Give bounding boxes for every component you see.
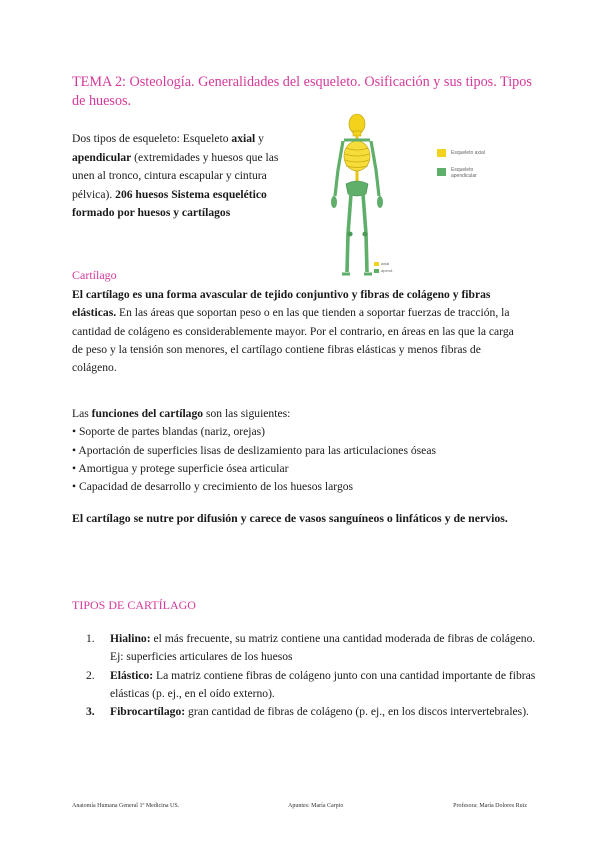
footer-right: Profesora: María Dolores Ruiz — [453, 803, 527, 809]
small-legend-swatch-axial — [374, 262, 379, 266]
tipo-item-elastico — [86, 667, 536, 704]
cartilago-nutrition-note: El cartílago se nutre por difusión y carece de vasos sanguíneos o linfáticos y de nervios. — [72, 511, 508, 525]
tipo-name: Hialino: — [110, 632, 151, 645]
legend-label-axial: Esqueleto axial — [451, 150, 485, 156]
funcion-item: • Amortigua y protege superficie ósea articular — [72, 461, 289, 475]
tipo-name: Fibrocartílago: — [110, 705, 186, 719]
section-heading-tipos: TIPOS DE CARTÍLAGO — [72, 598, 196, 612]
funcion-item: • Capacidad de desarrollo y crecimiento de los huesos largos — [72, 480, 354, 494]
intro-axial: axial — [231, 132, 256, 145]
tipo-text: La matriz contiene fibras de colágeno junto con una cantidad importante de fibras elásticas (p. ej., en el oído externo). — [110, 668, 536, 700]
legend-swatch-axial — [437, 149, 446, 157]
legend-swatch-appendicular — [437, 168, 446, 176]
funciones-pre: Las — [72, 407, 92, 420]
small-legend-label-axial: axial — [381, 261, 390, 266]
tipos-list — [86, 630, 536, 721]
funcion-item: • Aportación de superficies lisas de deslizamiento para las articulaciones óseas — [72, 443, 436, 457]
small-legend-swatch-appendicular — [374, 269, 379, 273]
funciones-block — [72, 405, 527, 496]
skeleton-figure — [330, 112, 510, 282]
page-title: TEMA 2: Osteología. Generalidades del esqueleto. Osificación y sus tipos. Tipos de huesos. — [72, 74, 532, 109]
footer-center: Apuntes: María Carpio — [288, 803, 344, 809]
intro-paragraph — [72, 130, 294, 223]
funcion-item: • Soporte de partes blandas (nariz, orejas) — [72, 425, 266, 439]
tipo-text: el más frecuente, su matriz contiene una cantidad moderada de fibras de colágeno. Ej: superficies articulares de los huesos — [110, 632, 536, 664]
tipo-number: 1. — [86, 632, 95, 645]
tipo-number: 2. — [86, 668, 95, 682]
intro-text-2: y — [255, 132, 264, 145]
footer-left: Anatomía Humana General 1º Medicina US. — [72, 803, 180, 809]
tipo-item-fibrocartilago — [86, 703, 536, 721]
cartilago-paragraph-1 — [72, 286, 527, 377]
legend-label-appendicular: Esqueleto apendicular — [451, 167, 477, 179]
skeleton-illustration — [330, 112, 510, 282]
section-heading-cartilago: Cartílago — [72, 268, 117, 282]
intro-apendicular: apendicular — [72, 150, 132, 164]
intro-text-3: (extremidades y huesos que las unen al tronco, cintura escapular y cintura pélvica). — [72, 150, 279, 201]
tipo-item-hialino — [86, 630, 536, 667]
funciones-bold: funciones del cartílago — [91, 407, 204, 420]
intro-text-1: Dos tipos de esqueleto: Esqueleto — [72, 132, 232, 145]
intro-bold-tail: 206 huesos Sistema esquelético formado por huesos y cartílagos — [72, 187, 267, 219]
small-legend-label-appendicular: apend. — [381, 268, 394, 273]
funciones-intro — [72, 405, 527, 423]
tipo-name: Elástico: — [110, 668, 154, 682]
cartilago-description: En las áreas que soportan peso o en las que tienden a soportar fuerzas de tracción, la cantidad de colágeno es considerablemente mayor. Por el contrario, en áreas en las que la carga de peso y la tensión son menores, el cartílago contiene fibras elásticas y menos fibras de colágeno. — [72, 306, 514, 375]
funciones-post: son las siguientes: — [203, 407, 291, 420]
tipo-number: 3. — [86, 705, 95, 719]
tipo-text: gran cantidad de fibras de colágeno (p. ej., en los discos intervertebrales). — [185, 705, 529, 719]
cartilago-definition: El cartílago es una forma avascular de tejido conjuntivo y fibras de colágeno y fibras elásticas. — [72, 288, 491, 320]
